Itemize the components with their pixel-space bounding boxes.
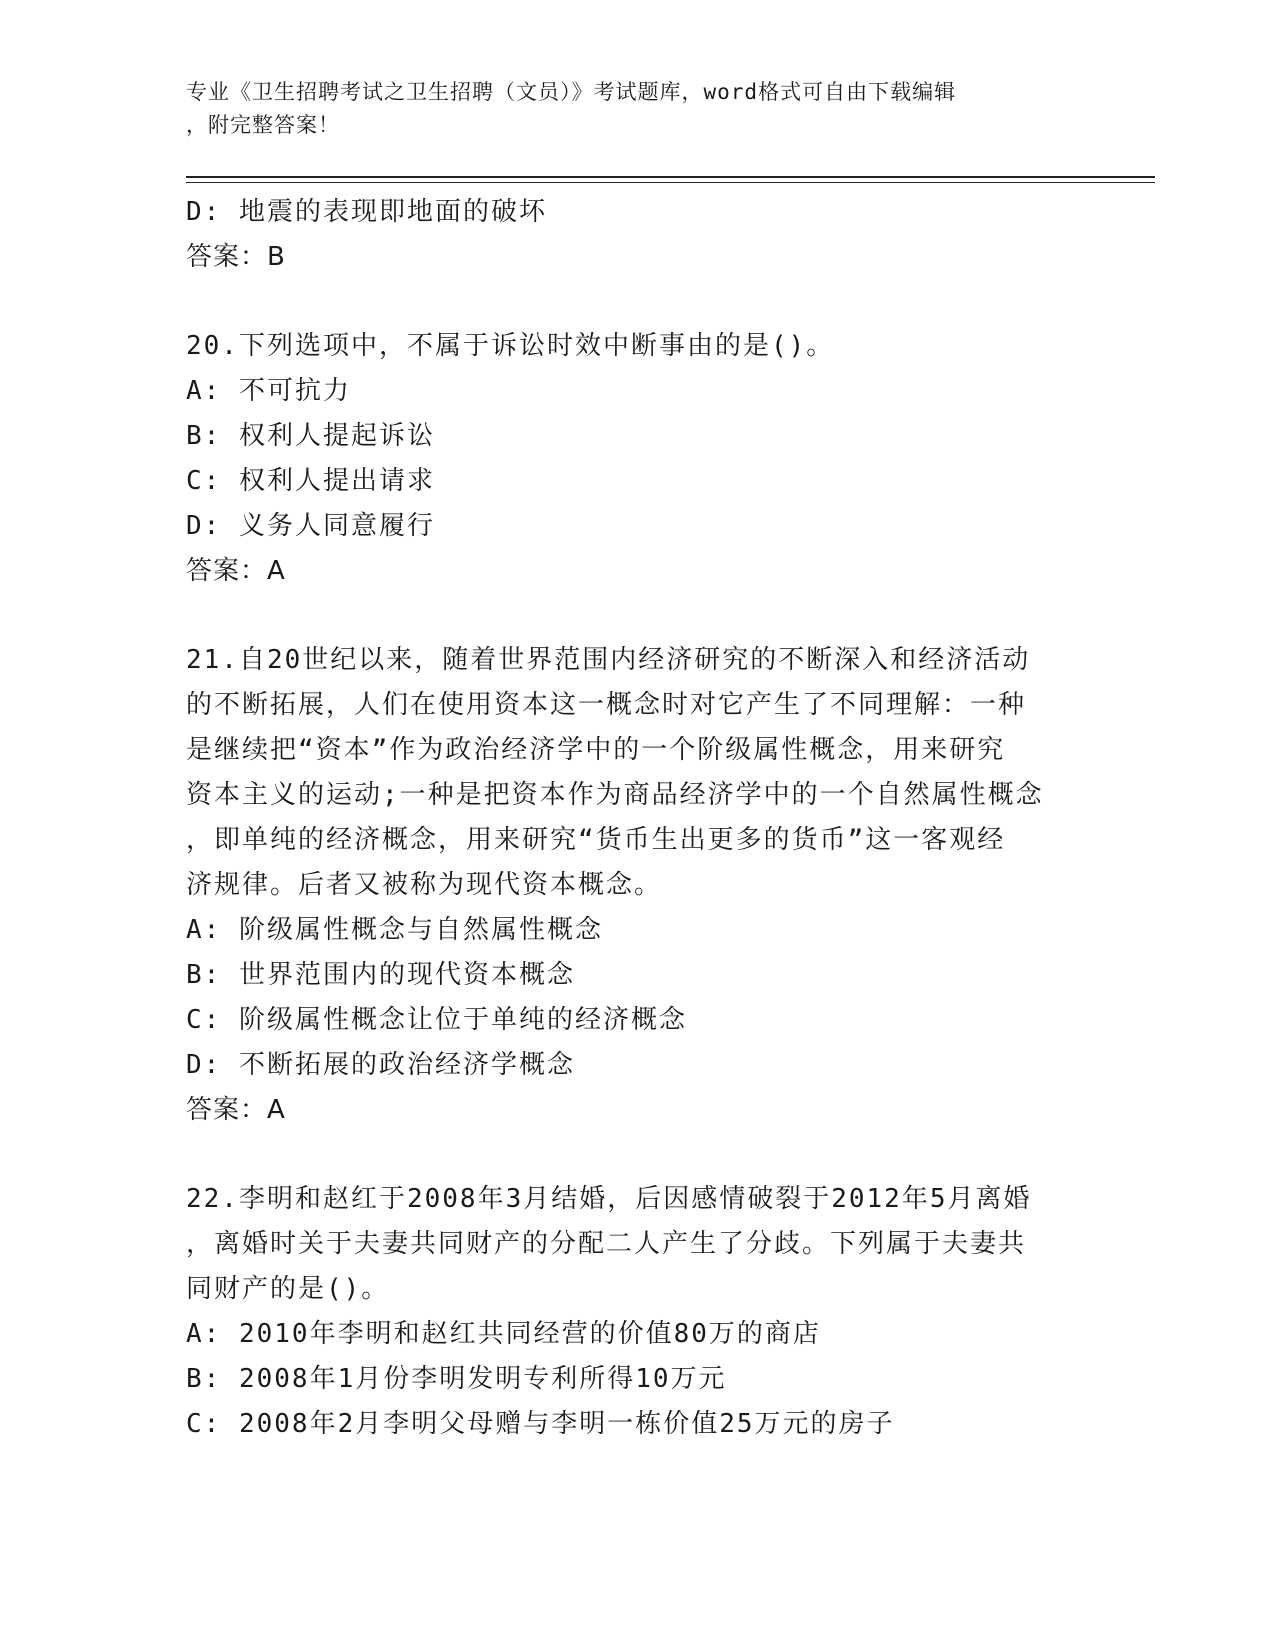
header-divider-thin [186, 182, 1155, 183]
document-header [186, 76, 1066, 142]
prev-answer: 答案：B [186, 242, 286, 272]
question-21-stem-line-3: 是继续把“资本”作为政治经济学中的一个阶级属性概念，用来研究 [186, 735, 1006, 765]
question-22-stem-line-2: ，离婚时关于夫妻共同财产的分配二人产生了分歧。下列属于夫妻共 [186, 1229, 1027, 1259]
question-content [186, 190, 1086, 1447]
question-21-option-a: A: 阶级属性概念与自然属性概念 [186, 915, 603, 945]
question-21-option-d: D: 不断拓展的政治经济学概念 [186, 1050, 575, 1080]
question-22 [186, 1177, 1086, 1447]
question-21 [186, 638, 1086, 1133]
question-20-option-a: A: 不可抗力 [186, 376, 351, 406]
question-22-option-a: A: 2010年李明和赵红共同经营的价值80万的商店 [186, 1319, 821, 1349]
header-line-1: 专业《卫生招聘考试之卫生招聘（文员）》考试题库，word格式可自由下载编辑 [186, 80, 957, 104]
header-divider-thick [186, 176, 1155, 178]
question-21-stem-line-6: 济规律。后者又被称为现代资本概念。 [186, 870, 663, 900]
question-20-option-b: B: 权利人提起诉讼 [186, 421, 435, 451]
question-20-answer: 答案：A [186, 556, 286, 586]
question-21-option-b: B: 世界范围内的现代资本概念 [186, 960, 575, 990]
question-22-option-b: B: 2008年1月份李明发明专利所得10万元 [186, 1364, 727, 1394]
question-20-stem: 20.下列选项中，不属于诉讼时效中断事由的是()。 [186, 331, 835, 361]
question-21-answer: 答案：A [186, 1095, 286, 1125]
question-22-stem-line-3: 同财产的是()。 [186, 1274, 390, 1304]
question-22-stem-line-1: 22.李明和赵红于2008年3月结婚，后因感情破裂于2012年5月离婚 [186, 1184, 1032, 1214]
header-line-2: ，附完整答案！ [186, 113, 340, 137]
question-21-stem-line-2: 的不断拓展，人们在使用资本这一概念时对它产生了不同理解：一种 [186, 690, 1027, 720]
question-20-option-c: C: 权利人提出请求 [186, 466, 435, 496]
prev-option-d: D: 地震的表现即地面的破坏 [186, 197, 547, 227]
question-21-stem-line-5: ，即单纯的经济概念，用来研究“货币生出更多的货币”这一客观经 [186, 825, 1006, 855]
question-20 [186, 324, 1086, 594]
question-22-option-c: C: 2008年2月李明父母赠与李明一栋价值25万元的房子 [186, 1409, 895, 1439]
question-20-option-d: D: 义务人同意履行 [186, 511, 435, 541]
question-21-stem-line-1: 21.自20世纪以来，随着世界范围内经济研究的不断深入和经济活动 [186, 645, 1031, 675]
question-21-stem-line-4: 资本主义的运动;一种是把资本作为商品经济学中的一个自然属性概念 [186, 780, 1044, 810]
question-21-option-c: C: 阶级属性概念让位于单纯的经济概念 [186, 1005, 687, 1035]
